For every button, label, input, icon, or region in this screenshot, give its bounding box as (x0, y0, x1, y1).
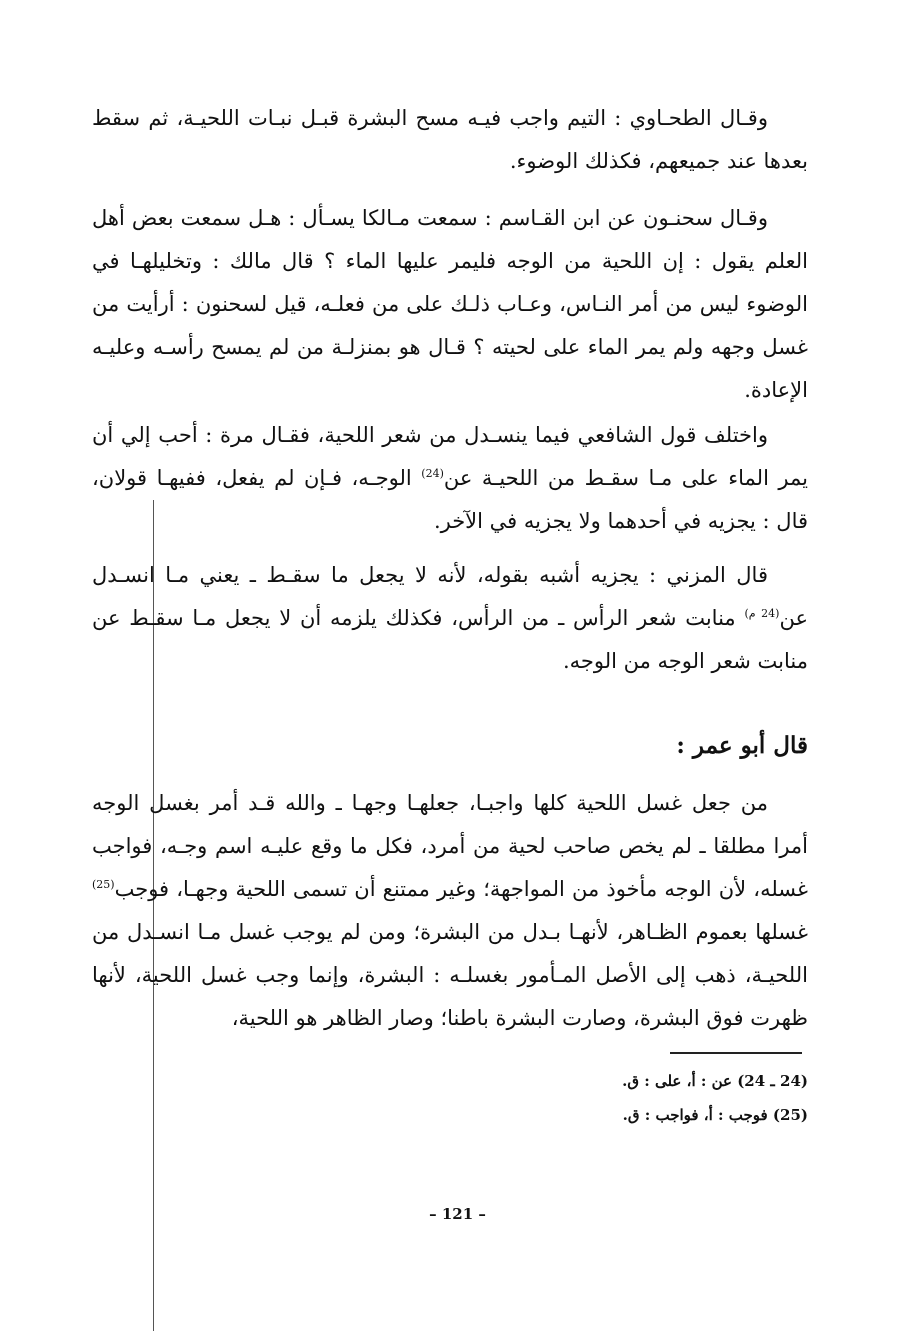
section-heading: قال أبو عمر : (676, 732, 808, 759)
footnote-reference: (24 م) (744, 607, 780, 620)
footnote-divider (670, 1052, 802, 1054)
paragraph-text-start: من جعل غسل اللحية كلها واجبـا، جعلهـا وجهـا ـ والله قـد أمر بغسل الوجه أمرا مطلقا ـ لم يخص صاحب لحية من أمرد، فكل ما وقع عليـه اسم وجـه، فواجب غسله، لأن الوجه مأخوذ من المواجهة؛ وغير ممتنع أن تسمى اللحية وجهـا، فوجب (92, 791, 808, 901)
page-number: – 121 – (429, 1205, 486, 1223)
footnote-reference: (24) (421, 467, 444, 480)
paragraph-text (92, 414, 808, 543)
paragraph-text (92, 554, 808, 683)
paragraph-tahawi (92, 97, 808, 183)
paragraph-muzani (92, 554, 808, 683)
footnote-reference: (25) (92, 878, 115, 891)
paragraph-text: وقـال الطحـاوي : التيم واجب فيـه مسح البشرة قبـل نبـات اللحيـة، ثم سقط بعدها عند جميعهم، فكذلك الوضوء. (92, 106, 808, 173)
paragraph-text-start: قال المزني : يجزيه أشبه بقوله، لأنه لا يجعل ما سقـط ـ يعني مـا انسـدل عن (92, 563, 808, 630)
footnote-24: (24 ـ 24) عن : أ، على : ق. (622, 1072, 808, 1090)
paragraph-text (92, 782, 808, 1040)
footnote-25: (25) فوجب : أ، فواجب : ق. (622, 1106, 808, 1124)
paragraph-text-end: غسلها بعموم الظـاهر، لأنهـا بـدل من البشرة؛ ومن لم يوجب غسل مـا انسـدل من اللحيـة، ذهب إلى الأصل المـأمور بغسلـه : البشرة، وإنما وجب غسل اللحية، لأنها ظهرت فوق البشرة، وصارت البشرة باطنا؛ وصار الظاهر هو اللحية، (92, 920, 808, 1030)
paragraph-abu-umar (92, 782, 808, 1040)
paragraph-text-start: واختلف قول الشافعي فيما ينسـدل من شعر اللحية، فقـال مرة : أحب إلي أن يمر الماء على مـا سقـط من اللحيـة عن (92, 423, 808, 490)
footnotes (208, 1064, 808, 1132)
paragraph-text-end: منابت شعر الرأس ـ من الرأس، فكذلك يلزمه أن لا يجعل مـا سقـط عن منابت شعر الوجه من الوجه. (92, 606, 808, 673)
paragraph-shafii (92, 414, 808, 543)
paragraph-text: وقـال سحنـون عن ابن القـاسم : سمعت مـالكا يسـأل : هـل سمعت بعض أهل العلم يقول : إن اللحية من الوجه فليمر عليها الماء ؟ قال مالك : وتخليلهـا في الوضوء ليس من أمر النـاس، وعـاب ذلـك على من فعلـه، قيل لسحنون : أرأيت من غسل وجهه ولم يمر الماء على لحيته ؟ قـال هو بمنزلـة من لم يمسح رأسـه وعليـه الإعادة. (92, 206, 808, 402)
paragraph-text-end: الوجـه، فـإن لم يفعل، ففيهـا قولان، قال : يجزيه في أحدهما ولا يجزيه في الآخر. (92, 466, 808, 533)
paragraph-sahnun (92, 197, 808, 412)
